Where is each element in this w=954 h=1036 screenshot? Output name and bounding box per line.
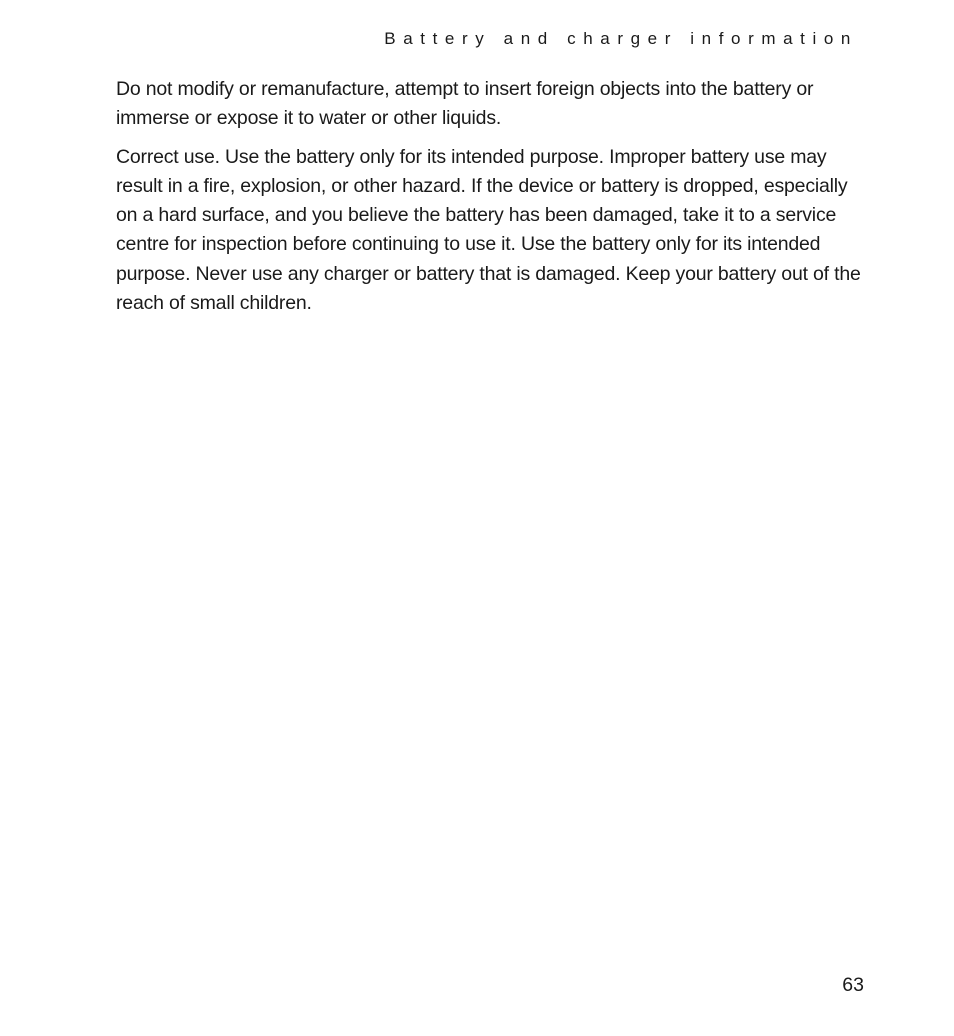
paragraph-correct-use: Correct use. Use the battery only for its intended purpose. Improper battery use may result in a fire, explosion, or other hazard. If the device or battery is dropped, especially on a hard surface, and you believe the battery has been damaged, take it to a service centre for inspection before continuing to use it. Use the battery only for its intended purpose. Never use any charger or battery that is damaged. Keep your battery out of the reach of small children. — [116, 145, 861, 315]
page-number: 63 — [842, 974, 864, 996]
body-text — [116, 75, 864, 327]
running-header-title: Battery and charger information — [384, 29, 858, 48]
paragraph-battery-modification: Do not modify or remanufacture, attempt to insert foreign objects into the battery or immerse or expose it to water or other liquids. — [116, 78, 814, 130]
